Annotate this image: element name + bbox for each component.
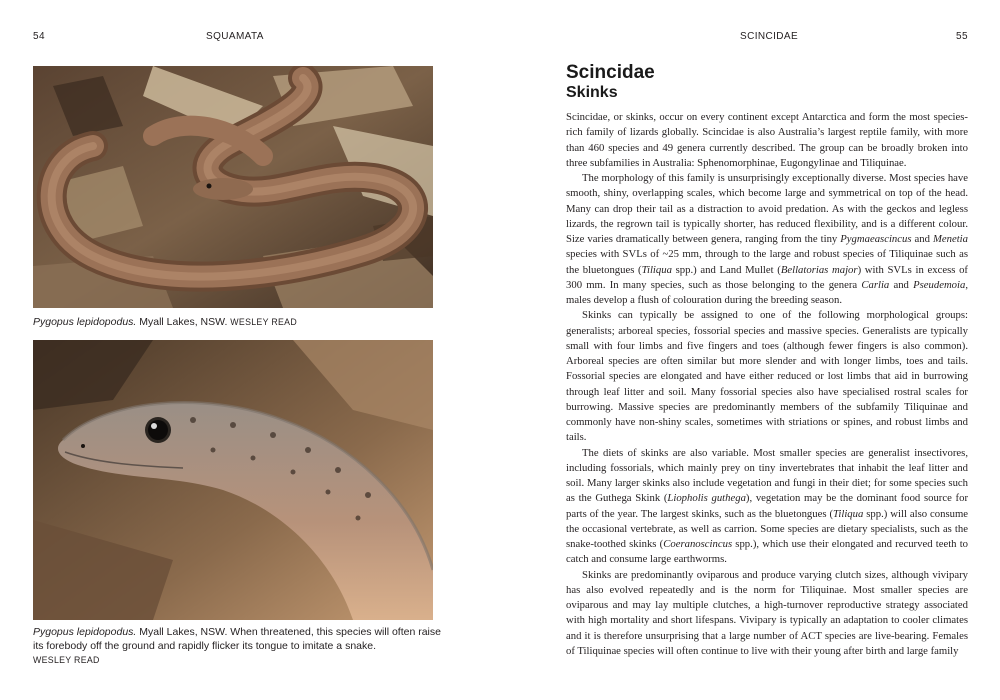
italic-taxon: Carlia (861, 278, 890, 291)
text-run: spp.), which use their elongated and recurved teeth to catch and consume large earthworms. (566, 538, 969, 566)
caption-species: Pygopus lepidopodus. (33, 316, 137, 328)
caption-text: Myall Lakes, NSW. When threatened, this species will often raise its forebody off the ground and rapidly flicker its tongue to imitate a snake. (33, 626, 441, 652)
paragraph (566, 568, 968, 660)
text-run: , males develop a flush of colouration during the breeding season. (566, 278, 969, 306)
italic-taxon: Pseudemoia (913, 278, 966, 291)
paragraph (566, 446, 968, 568)
section-title: Scincidae (566, 62, 655, 83)
text-run: species with SVLs of ~25 mm, through to the large and robust species of Tiliquinae such as the bluetongues ( (566, 248, 968, 276)
caption-text: Myall Lakes, NSW. (136, 316, 231, 328)
text-run: Scincidae, or skinks, occur on every continent except Antarctica and form the most species-rich family of lizards globally. Scincidae is also Australia’s largest reptile family, with more than 460 species and 49 genera currently described. The group can be broadly broken into three subfamilies in Australia: Sphenomorphinae, Eugongylinae and Tiliquinae. (566, 111, 968, 169)
text-run: and (911, 233, 933, 245)
text-run: The diets of skinks are also variable. Most smaller species are generalist insectivores, including fossorials, which mainly prey on tiny invertebrates that inhabit the leaf litter and soil. Many larger skinks also include vegetation and fungi in their diet; for some species such as the Guthega Skink ( (566, 446, 968, 505)
text-run: and (889, 278, 914, 291)
text-run: Skinks can typically be assigned to one of the following morphological groups: generalists; arboreal species, fossorial species and massive species. Generalists are typically small with four limbs and five fingers and toes (although fewer fingers is also common). Arboreal species are often similar but more slender and with longer limbs, toes and tails. Fossorial species are elongated and have either reduced or lost limbs that aid in burrowing through leaf litter and soil. Many fossorial species also have specialised rostral scales for burrowing. Massive species are predominantly members of the subfamily Tiliquinae and commonly have non-shiny scales, sometimes with striations or spines, and robust limbs and tails. (566, 309, 968, 444)
text-run: spp.) will also consume the occasional vertebrate, as well as carrion. Some species are dietary specialists, such as the snake-toothed skinks ( (566, 507, 969, 550)
caption-species: Pygopus lepidopodus. (33, 626, 137, 638)
italic-taxon: Coeranoscincus (663, 538, 733, 550)
text-run: spp.) and Land Mullet ( (671, 263, 781, 276)
italic-taxon: Liopholis guthega (667, 492, 746, 505)
photo-credit: WESLEY READ (230, 317, 297, 327)
caption-photo-1 (33, 315, 443, 329)
photo-illustration (33, 66, 433, 308)
running-head-right: SCINCIDAE (740, 31, 799, 42)
photo-legless-lizard-head (33, 340, 433, 620)
body-text (566, 110, 968, 659)
paragraph (566, 308, 968, 445)
text-run: Skinks are predominantly oviparous and produce varying clutch sizes, although vivipary has also evolved repeatedly and is the norm for Tiliquinae. Most smaller species are oviparous and may lay multiple clutches, a high-turnover reproductive strategy associated with high mortality and short lifespans. Vivipary is typically an adaptation to cooler climates and it is therefore unsurprising that a large number of ACT species are live-bearing. Females of Tiliquinae species will often continue to live with their young after birth and large family (566, 568, 968, 657)
paragraph (566, 171, 968, 308)
text-run: ) with SVLs in excess of 300 mm. In many species, such as those belonging to the genera (566, 263, 968, 291)
caption-photo-2 (33, 625, 443, 667)
section-subtitle: Skinks (566, 84, 618, 101)
running-head-left: SQUAMATA (206, 31, 264, 42)
italic-taxon: Bellatorias major (780, 263, 858, 276)
photo-legless-lizard-coiled (33, 66, 433, 308)
italic-taxon: Tiliqua (641, 263, 672, 276)
text-run: ), vegetation may be the dominant food source for parts of the year. The largest skinks, such as the bluetongues ( (566, 492, 968, 520)
photo-illustration (33, 340, 433, 620)
paragraph (566, 110, 968, 171)
text-run: The morphology of this family is unsurprisingly exceptionally diverse. Most species have smooth, shiny, overlapping scales, which become large and symmetrical on top of the head. Many can drop their tail as a distraction to avoid predation. As with the geckos and legless lizards, the regrown tail is typically shorter, has reduced flexibility, and is a different colour. Size varies dramatically between genera, ranging from the tiny (566, 172, 968, 245)
right-page (500, 0, 1000, 700)
italic-taxon: Tiliqua (833, 507, 864, 520)
page-number-left: 54 (33, 31, 45, 42)
italic-taxon: Menetia (932, 233, 968, 245)
photo-credit: WESLEY READ (33, 655, 100, 665)
italic-taxon: Pygmaeascincus (840, 233, 912, 245)
page-number-right: 55 (956, 31, 968, 42)
